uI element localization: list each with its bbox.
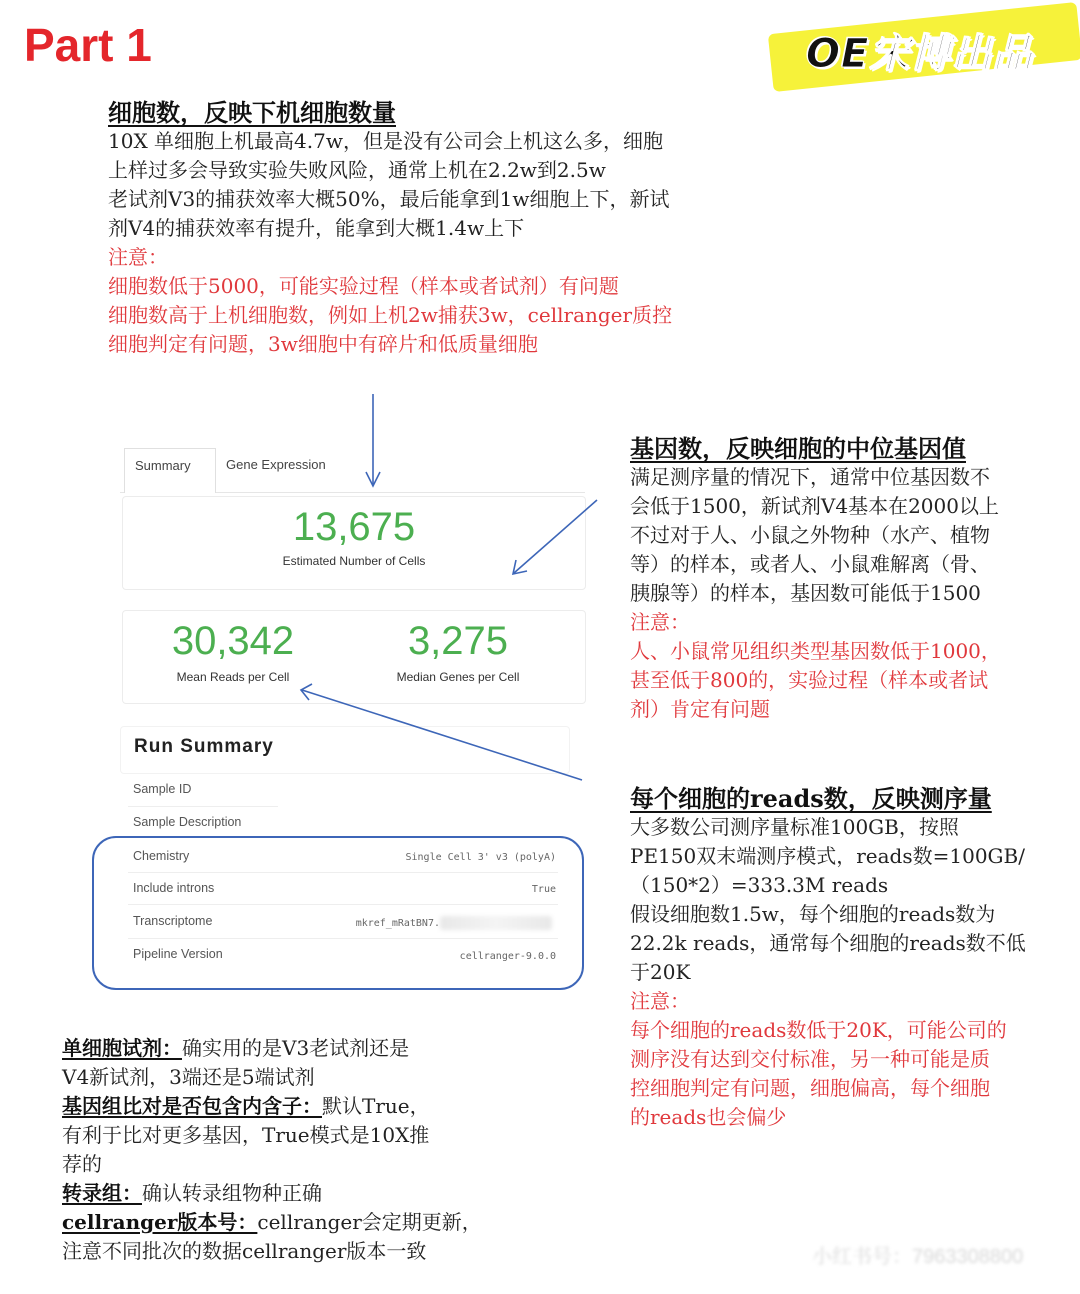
reagent-line: V4新试剂，3端还是5端试剂	[62, 1065, 315, 1089]
reads-note-line: PE150双末端测序模式，reads数=100GB/	[630, 844, 1025, 868]
row-sample-description: Sample Description	[133, 815, 242, 829]
reads-note-red-line: 测序没有达到交付标准，另一种可能是质	[630, 1047, 990, 1071]
arrow-to-cells	[366, 394, 380, 486]
arrow-to-median-genes	[513, 500, 597, 574]
version-key: cellranger版本号：	[62, 1210, 258, 1234]
cells-note-red-line: 细胞判定有问题，3w细胞中有碎片和低质量细胞	[108, 332, 538, 356]
cells-value: 13,675	[292, 505, 416, 549]
reads-note-red-line: 每个细胞的reads数低于20K，可能公司的	[630, 1018, 1007, 1042]
row-pipeline-version: Pipeline Version	[133, 947, 223, 961]
tab-summary[interactable]: Summary	[124, 448, 216, 493]
reads-note-title: 每个细胞的reads数，反映测序量	[630, 784, 992, 813]
reads-note-label: 注意：	[630, 989, 690, 1013]
genes-note-line: 胰腺等）的样本，基因数可能低于1500	[630, 581, 981, 605]
arrow-to-mean-reads	[301, 684, 582, 780]
genes-note-red-line: 甚至低于800的，实验过程（样本或者试	[630, 668, 989, 692]
median-genes-value: 3,275	[407, 619, 509, 663]
watermark: 小红书号：7963308800	[812, 1246, 1024, 1268]
reagent-key: 单细胞试剂：	[62, 1036, 182, 1060]
median-genes-label: Median Genes per Cell	[396, 670, 520, 684]
reads-note-red-line: 的reads也会偏少	[630, 1105, 787, 1129]
genes-note-red-line: 剂）肯定有问题	[630, 697, 770, 721]
genes-note-line: 不过对于人、小鼠之外物种（水产、植物	[630, 523, 990, 547]
introns-key: 基因组比对是否包含内含子：	[62, 1094, 322, 1118]
row-include-introns: Include introns	[133, 881, 215, 895]
mean-reads-label: Mean Reads per Cell	[176, 670, 290, 684]
transcriptome-key: 转录组：	[62, 1181, 142, 1205]
row-chemistry: Chemistry	[133, 849, 190, 863]
cells-note-line: 上样过多会导致实验失败风险，通常上机在2.2w到2.5w	[108, 158, 606, 182]
genes-note-title: 基因数，反映细胞的中位基因值	[630, 434, 966, 463]
cells-note-line: 老试剂V3的捕获效率大概50%，最后能拿到1w细胞上下，新试	[108, 187, 670, 211]
introns-line: 有利于比对更多基因，True模式是10X推	[62, 1123, 430, 1147]
reads-note-line: 22.2k reads，通常每个细胞的reads数不低	[630, 931, 1026, 955]
reads-note-line: 大多数公司测序量标准100GB，按照	[630, 815, 959, 839]
version-line: 注意不同批次的数据cellranger版本一致	[62, 1239, 427, 1263]
cells-label: Estimated Number of Cells	[282, 554, 426, 568]
genes-note-line: 等）的样本，或者人、小鼠难解离（骨、	[630, 552, 990, 576]
brand-logo: OE宋博出品	[806, 31, 1034, 77]
tab-gene-expression[interactable]: Gene Expression	[226, 457, 326, 472]
row-transcriptome: Transcriptome	[133, 914, 213, 928]
genes-note-label: 注意：	[630, 610, 690, 634]
reads-note-line: 于20K	[630, 960, 691, 984]
pipeline-version-value: cellranger-9.0.0	[459, 951, 556, 962]
row-sample-id: Sample ID	[133, 782, 192, 796]
introns-text: 默认True，	[322, 1094, 430, 1118]
chemistry-value: Single Cell 3' v3 (polyA)	[405, 852, 556, 863]
reads-note-red-line: 控细胞判定有问题，细胞偏高，每个细胞	[630, 1076, 990, 1100]
cells-note-red-line: 细胞数低于5000，可能实验过程（样本或者试剂）有问题	[108, 274, 619, 298]
reagent-text: 确实用的是V3老试剂还是	[182, 1036, 410, 1060]
cells-note-label: 注意：	[108, 245, 168, 269]
cells-note-red-line: 细胞数高于上机细胞数，例如上机2w捕获3w，cellranger质控	[108, 303, 673, 327]
version-text: cellranger会定期更新，	[257, 1210, 482, 1234]
cells-note-line: 剂V4的捕获效率有提升，能拿到大概1.4w上下	[108, 216, 525, 240]
genes-note-red-line: 人、小鼠常见组织类型基因数低于1000，	[630, 639, 1001, 663]
include-introns-value: True	[531, 884, 556, 895]
transcriptome-text: 确认转录组物种正确	[142, 1181, 322, 1205]
mean-reads-value: 30,342	[171, 619, 295, 663]
run-summary-title: Run Summary	[134, 736, 274, 757]
genes-note-line: 会低于1500，新试剂V4基本在2000以上	[630, 494, 999, 518]
genes-note-line: 满足测序量的情况下，通常中位基因数不	[630, 465, 990, 489]
transcriptome-value: mkref_mRatBN7.	[355, 918, 440, 929]
part-title: Part 1	[24, 19, 152, 71]
introns-line: 荐的	[62, 1152, 102, 1176]
reads-note-line: 假设细胞数1.5w，每个细胞的reads数为	[630, 902, 996, 926]
cells-note-line: 10X 单细胞上机最高4.7w，但是没有公司会上机这么多，细胞	[108, 129, 663, 153]
cells-note-title: 细胞数，反映下机细胞数量	[108, 98, 396, 127]
reads-note-line: （150*2）=333.3M reads	[630, 873, 889, 897]
